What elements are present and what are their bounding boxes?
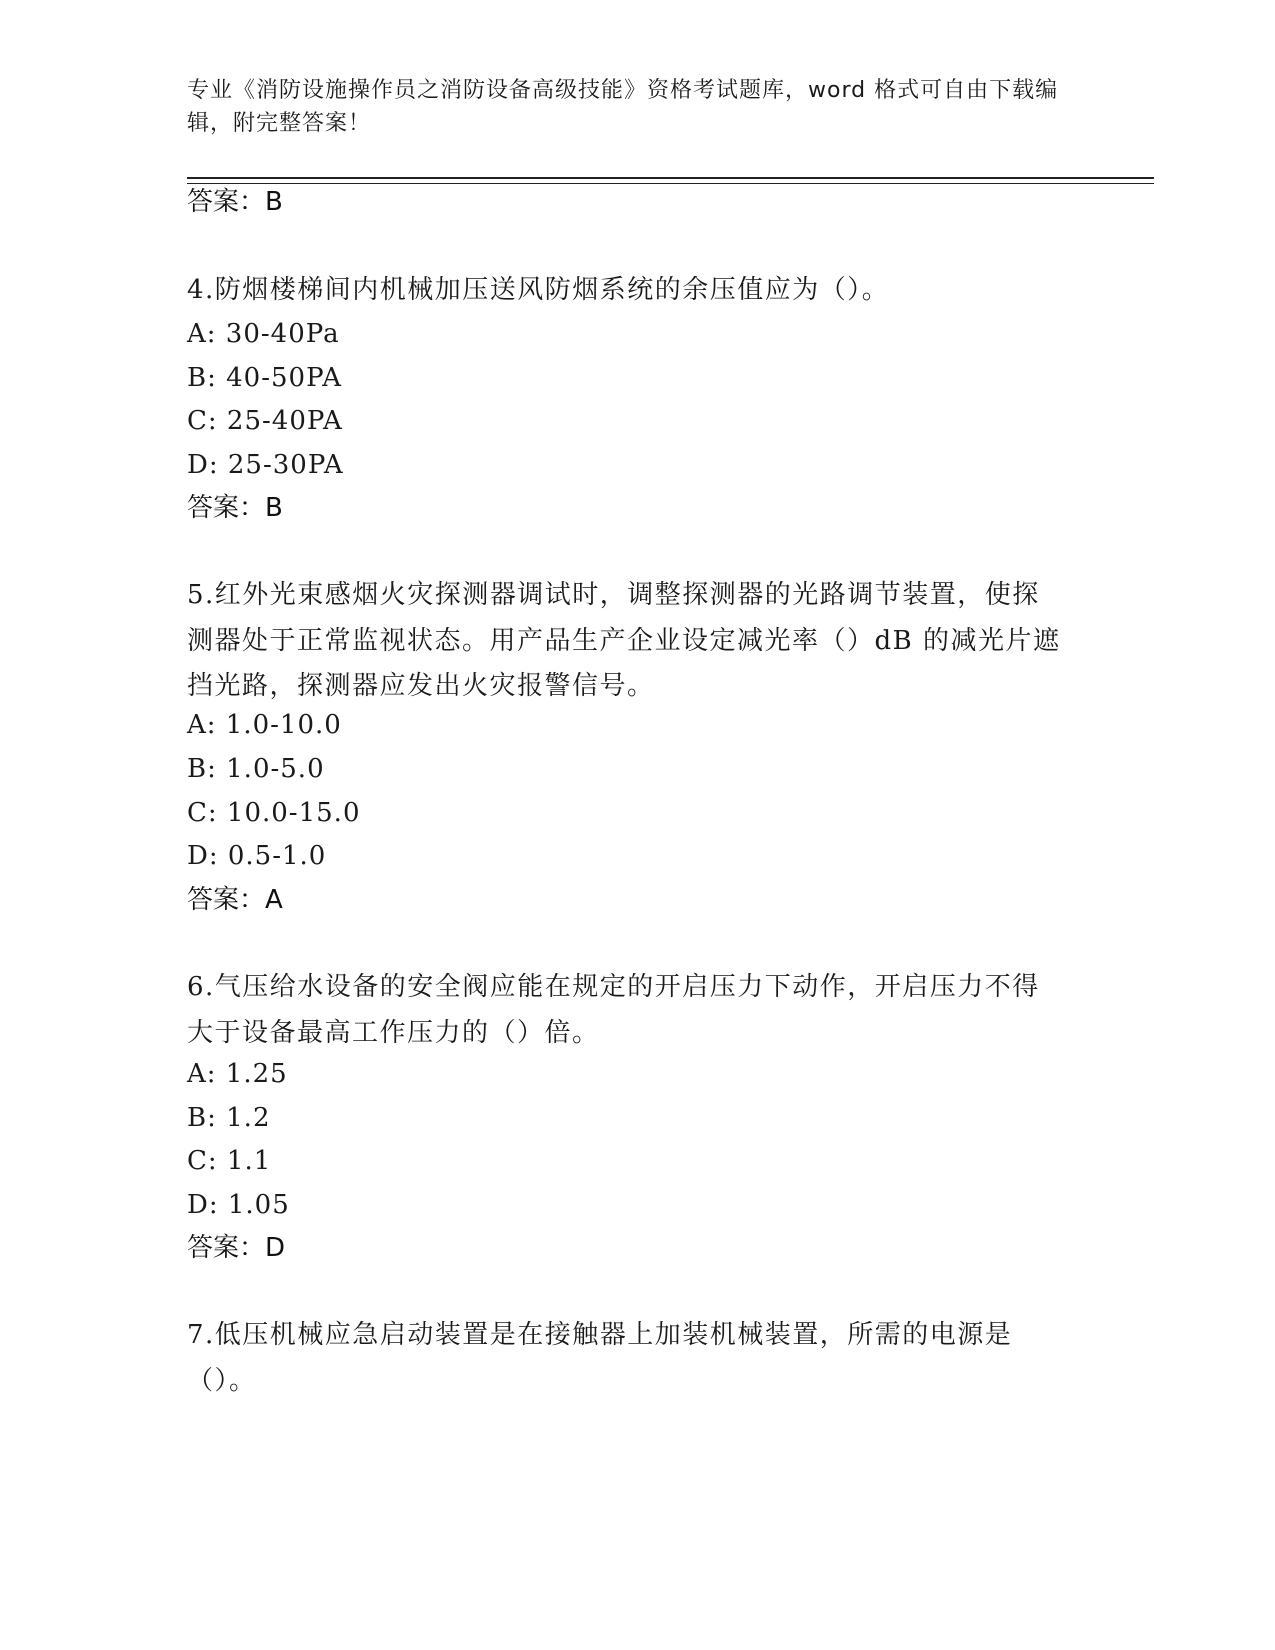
question-4-option-b: B: 40-50PA bbox=[187, 363, 342, 393]
question-6-option-c: C: 1.1 bbox=[187, 1146, 272, 1176]
question-5-option-d: D: 0.5-1.0 bbox=[187, 841, 327, 871]
question-6-option-b: B: 1.2 bbox=[187, 1103, 271, 1133]
question-6: 6.气压给水设备的安全阀应能在规定的开启压力下动作，开启压力不得大于设备最高工作压力的（）倍。 bbox=[187, 972, 1040, 1048]
question-4: 4.防烟楼梯间内机械加压送风防烟系统的余压值应为（）。 bbox=[187, 275, 890, 305]
question-5: 5.红外光束感烟火灾探测器调试时，调整探测器的光路调节装置，使探测器处于正常监视状态。用产品生产企业设定减光率（）dB 的减光片遮挡光路，探测器应发出火灾报警信号。 bbox=[187, 580, 1061, 701]
document-header: 专业《消防设施操作员之消防设备高级技能》资格考试题库，word 格式可自由下载编辑，附完整答案！ bbox=[187, 78, 1059, 136]
question-4-option-c: C: 25-40PA bbox=[187, 406, 343, 436]
question-4-answer: 答案：B bbox=[187, 493, 283, 523]
previous-answer: 答案：B bbox=[187, 187, 283, 217]
header-divider bbox=[187, 177, 1154, 184]
question-6-answer: 答案：D bbox=[187, 1233, 286, 1263]
question-5-option-c: C: 10.0-15.0 bbox=[187, 798, 361, 828]
question-6-option-d: D: 1.05 bbox=[187, 1190, 290, 1220]
question-5-answer: 答案：A bbox=[187, 885, 283, 915]
question-6-option-a: A: 1.25 bbox=[187, 1059, 288, 1089]
question-5-option-a: A: 1.0-10.0 bbox=[187, 710, 342, 740]
question-7: 7.低压机械应急启动装置是在接触器上加装机械装置，所需的电源是（）。 bbox=[187, 1320, 1013, 1396]
question-4-option-d: D: 25-30PA bbox=[187, 450, 344, 480]
question-4-option-a: A: 30-40Pa bbox=[187, 319, 340, 349]
question-5-option-b: B: 1.0-5.0 bbox=[187, 754, 325, 784]
